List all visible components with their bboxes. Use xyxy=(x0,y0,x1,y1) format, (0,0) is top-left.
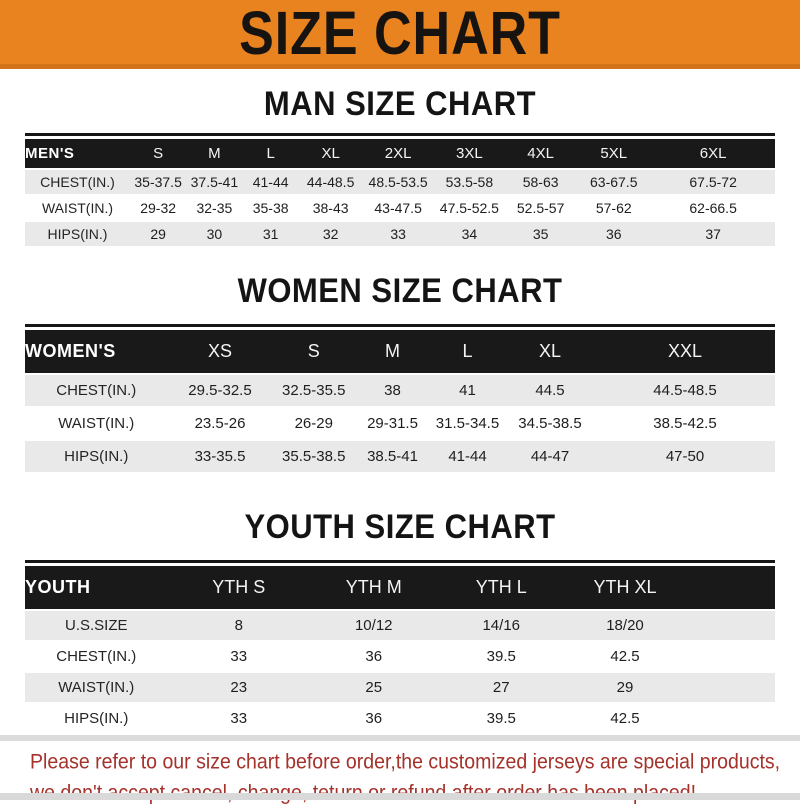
column-header: L xyxy=(430,330,505,374)
size-cell: 38.5-41 xyxy=(367,448,418,465)
header-spacer xyxy=(685,566,775,610)
notice-line-1: Please refer to our size chart before order,the customized jerseys are special products, xyxy=(30,750,781,774)
table-group-label: YOUTH xyxy=(25,566,168,610)
table-top-rule xyxy=(25,133,775,136)
size-cell: 48.5-53.5 xyxy=(368,174,428,190)
size-cell: 41-44 xyxy=(252,174,289,190)
column-header: 4XL xyxy=(505,139,576,169)
size-cell: 47.5-52.5 xyxy=(439,200,499,216)
size-cell: 38.5-42.5 xyxy=(653,415,717,432)
row-spacer xyxy=(685,610,775,641)
column-header: YTH S xyxy=(168,566,311,610)
column-header: 2XL xyxy=(363,139,434,169)
column-header: YTH L xyxy=(438,566,566,610)
row-spacer xyxy=(685,641,775,672)
size-cell: 62-66.5 xyxy=(689,200,737,216)
size-cell: 30 xyxy=(206,226,223,242)
size-cell: 23.5-26 xyxy=(194,415,246,432)
row-label: U.S.SIZE xyxy=(64,617,128,634)
row-spacer xyxy=(685,703,775,733)
size-cell: 33 xyxy=(230,648,248,665)
table-row xyxy=(25,221,775,246)
table-body xyxy=(25,374,775,472)
column-header: M xyxy=(355,330,430,374)
size-cell: 29-32 xyxy=(140,200,177,216)
table-header xyxy=(25,566,775,610)
size-cell: 44.5 xyxy=(535,382,565,399)
row-label: HIPS(IN.) xyxy=(64,710,129,727)
row-label: WAIST(IN.) xyxy=(58,415,135,432)
size-cell: 42.5 xyxy=(610,648,640,665)
size-cell: 39.5 xyxy=(486,648,516,665)
table-top-rule xyxy=(25,324,775,327)
size-cell: 35.5-38.5 xyxy=(282,448,346,465)
table-row xyxy=(25,169,775,195)
table-top-rule xyxy=(25,560,775,563)
table-row xyxy=(25,610,775,641)
size-cell: 34 xyxy=(461,226,478,242)
column-header: 3XL xyxy=(434,139,505,169)
size-cell: 18/20 xyxy=(606,617,644,634)
man-size-table xyxy=(25,139,775,246)
size-cell: 10/12 xyxy=(354,617,393,634)
row-label: CHEST(IN.) xyxy=(56,382,137,399)
table-header xyxy=(25,139,775,169)
size-cell: 33-35.5 xyxy=(194,448,246,465)
section-heading-women: WOMEN SIZE CHART xyxy=(237,271,563,310)
column-header: M xyxy=(186,139,242,169)
table-row xyxy=(25,672,775,703)
row-label: CHEST(IN.) xyxy=(40,174,115,190)
size-cell: 23 xyxy=(230,679,248,696)
size-cell: 44-48.5 xyxy=(306,174,355,190)
table-row xyxy=(25,641,775,672)
size-cell: 25 xyxy=(365,679,383,696)
header-row xyxy=(25,139,775,169)
banner xyxy=(0,0,800,69)
size-cell: 14/16 xyxy=(482,617,521,634)
column-header: S xyxy=(130,139,186,169)
section-heading-youth: YOUTH SIZE CHART xyxy=(244,507,556,546)
size-cell: 53.5-58 xyxy=(445,174,494,190)
size-cell: 8 xyxy=(234,617,243,634)
size-cell: 33 xyxy=(230,710,248,727)
size-cell: 33 xyxy=(390,226,406,242)
size-cell: 52.5-57 xyxy=(516,200,565,216)
header-row xyxy=(25,566,775,610)
size-cell: 42.5 xyxy=(610,710,640,727)
size-cell: 41 xyxy=(459,382,476,399)
table-row xyxy=(25,703,775,733)
youth-size-table xyxy=(25,566,775,733)
column-header: XL xyxy=(505,330,595,374)
size-cell: 29.5-32.5 xyxy=(188,382,252,399)
table-row xyxy=(25,374,775,407)
size-cell: 26-29 xyxy=(294,415,333,432)
column-header: XXL xyxy=(595,330,775,374)
row-label: HIPS(IN.) xyxy=(64,448,129,465)
column-header: 6XL xyxy=(651,139,775,169)
table-group-label: MEN'S xyxy=(25,139,130,169)
sections-container xyxy=(0,86,800,733)
size-cell: 35 xyxy=(532,226,549,242)
size-cell: 32-35 xyxy=(196,200,233,216)
women-size-table xyxy=(25,330,775,472)
size-cell: 36 xyxy=(365,648,383,665)
size-cell: 37 xyxy=(705,226,721,242)
column-header: XL xyxy=(299,139,363,169)
row-label: WAIST(IN.) xyxy=(41,200,114,216)
section-divider xyxy=(0,735,800,741)
size-cell: 34.5-38.5 xyxy=(518,415,582,432)
column-header: YTH M xyxy=(310,566,438,610)
column-header: L xyxy=(243,139,299,169)
size-cell: 44.5-48.5 xyxy=(653,382,717,399)
page-title: SIZE CHART xyxy=(239,0,561,67)
size-cell: 58-63 xyxy=(522,174,559,190)
size-cell: 67.5-72 xyxy=(689,174,737,190)
size-cell: 39.5 xyxy=(486,710,516,727)
size-cell: 29-31.5 xyxy=(367,415,418,432)
size-cell: 29 xyxy=(616,679,634,696)
column-header: XS xyxy=(168,330,273,374)
column-header: YTH XL xyxy=(565,566,685,610)
size-cell: 35-38 xyxy=(252,200,289,216)
row-label: HIPS(IN.) xyxy=(47,226,108,242)
size-cell: 63-67.5 xyxy=(590,174,638,190)
size-cell: 37.5-41 xyxy=(190,174,239,190)
column-header: S xyxy=(273,330,356,374)
table-row xyxy=(25,195,775,221)
row-label: CHEST(IN.) xyxy=(56,648,137,665)
size-cell: 43-47.5 xyxy=(374,200,422,216)
size-cell: 41-44 xyxy=(448,448,487,465)
row-label: WAIST(IN.) xyxy=(58,679,135,696)
row-spacer xyxy=(685,672,775,703)
size-cell: 32.5-35.5 xyxy=(282,382,346,399)
size-cell: 44-47 xyxy=(530,448,570,465)
size-cell: 27 xyxy=(492,679,510,696)
size-cell: 32 xyxy=(322,226,339,242)
size-cell: 57-62 xyxy=(595,200,632,216)
table-header xyxy=(25,330,775,374)
table-row xyxy=(25,440,775,472)
size-cell: 36 xyxy=(365,710,383,727)
size-cell: 31.5-34.5 xyxy=(435,415,500,432)
size-cell: 36 xyxy=(605,226,622,242)
table-row xyxy=(25,407,775,440)
table-body xyxy=(25,169,775,246)
size-cell: 31 xyxy=(262,226,279,242)
column-header: 5XL xyxy=(576,139,651,169)
header-row xyxy=(25,330,775,374)
size-cell: 35-37.5 xyxy=(134,174,182,190)
size-cell: 47-50 xyxy=(665,448,705,465)
table-group-label: WOMEN'S xyxy=(25,330,168,374)
section-heading-man: MAN SIZE CHART xyxy=(263,84,537,123)
table-body xyxy=(25,610,775,733)
size-cell: 38-43 xyxy=(312,200,349,216)
size-cell: 38 xyxy=(384,382,401,399)
size-cell: 29 xyxy=(150,226,166,242)
bottom-strip xyxy=(0,793,800,800)
